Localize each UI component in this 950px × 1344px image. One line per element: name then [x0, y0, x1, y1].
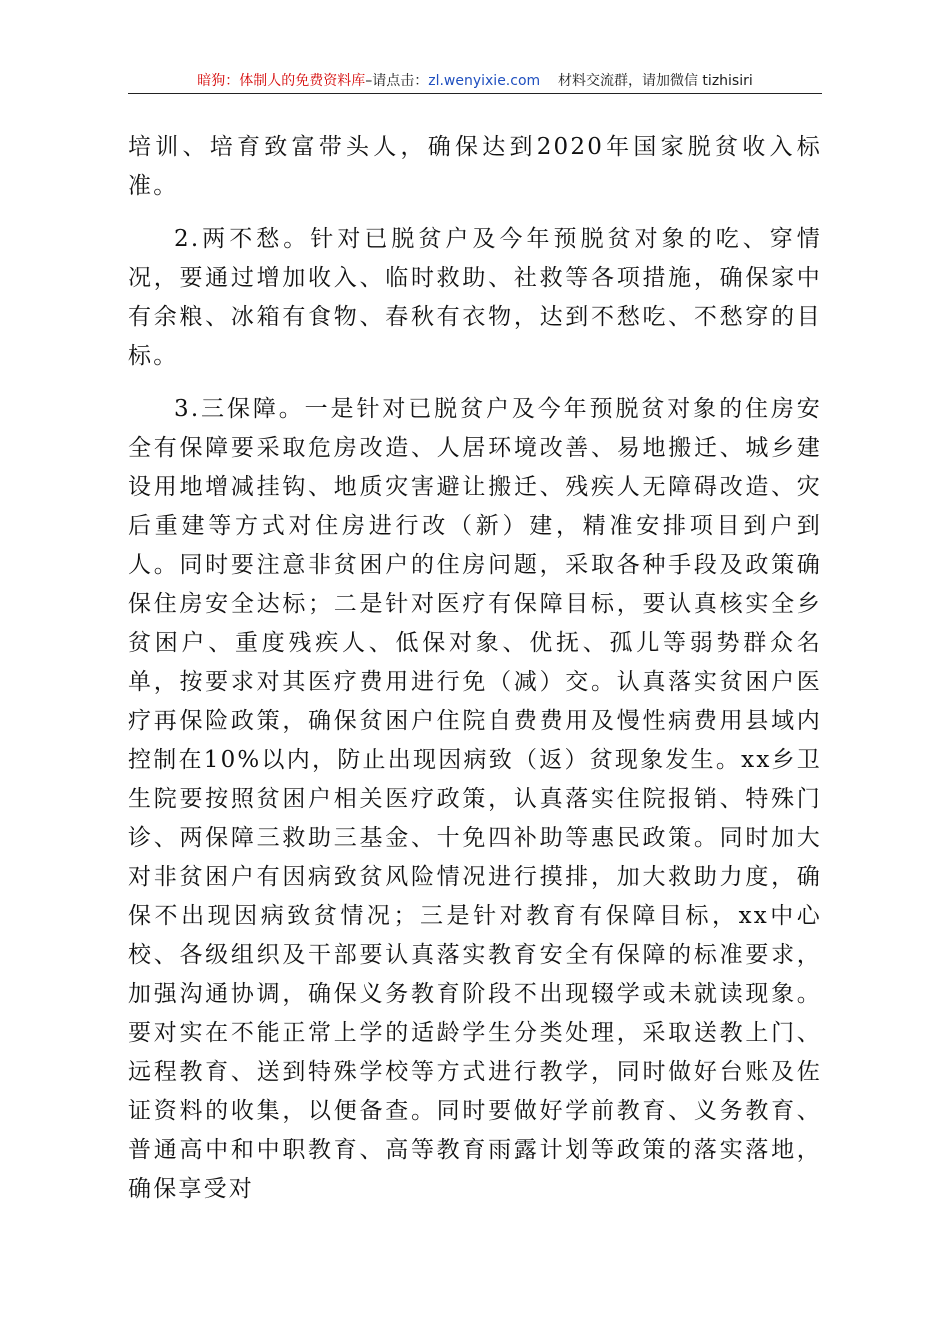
header-url-link[interactable]: zl.wenyixie.com: [428, 73, 541, 89]
header-wechat-note: 材料交流群，请加微信 tizhisiri: [557, 73, 753, 89]
document-body: [128, 128, 822, 1223]
page-header: [128, 70, 822, 92]
header-click-prompt: –请点击：: [365, 73, 429, 89]
paragraph-three-guarantees: 3.三保障。一是针对已脱贫户及今年预脱贫对象的住房安全有保障要采取危房改造、人居环境改善、易地搬迁、城乡建设用地增减挂钩、地质灾害避让搬迁、残疾人无障碍改造、灾后重建等方式对住房进行改（新）建，精准安排项目到户到人。同时要注意非贫困户的住房问题，采取各种手段及政策确保住房安全达标；二是针对医疗有保障目标，要认真核实全乡贫困户、重度残疾人、低保对象、优抚、孤儿等弱势群众名单，按要求对其医疗费用进行免（减）交。认真落实贫困户医疗再保险政策，确保贫困户住院自费费用及慢性病费用县域内控制在10%以内，防止出现因病致（返）贫现象发生。xx乡卫生院要按照贫困户相关医疗政策，认真落实住院报销、特殊门诊、两保障三救助三基金、十免四补助等惠民政策。同时加大对非贫困户有因病致贫风险情况进行摸排，加大救助力度，确保不出现因病致贫情况；三是针对教育有保障目标，xx中心校、各级组织及干部要认真落实教育安全有保障的标准要求，加强沟通协调，确保义务教育阶段不出现辍学或未就读现象。要对实在不能正常上学的适龄学生分类处理，采取送教上门、远程教育、送到特殊学校等方式进行教学，同时做好台账及佐证资料的收集，以便备查。同时要做好学前教育、义务教育、普通高中和中职教育、高等教育雨露计划等政策的落实落地，确保享受对: [128, 396, 822, 1202]
header-site-name: 暗狗：体制人的免费资料库: [197, 73, 366, 89]
paragraph-continuation: 培训、培育致富带头人，确保达到2020年国家脱贫收入标准。: [128, 134, 822, 199]
header-divider: [128, 93, 822, 94]
paragraph-two-worries: 2.两不愁。针对已脱贫户及今年预脱贫对象的吃、穿情况，要通过增加收入、临时救助、社救等各项措施，确保家中有余粮、冰箱有食物、春秋有衣物，达到不愁吃、不愁穿的目标。: [128, 226, 822, 369]
